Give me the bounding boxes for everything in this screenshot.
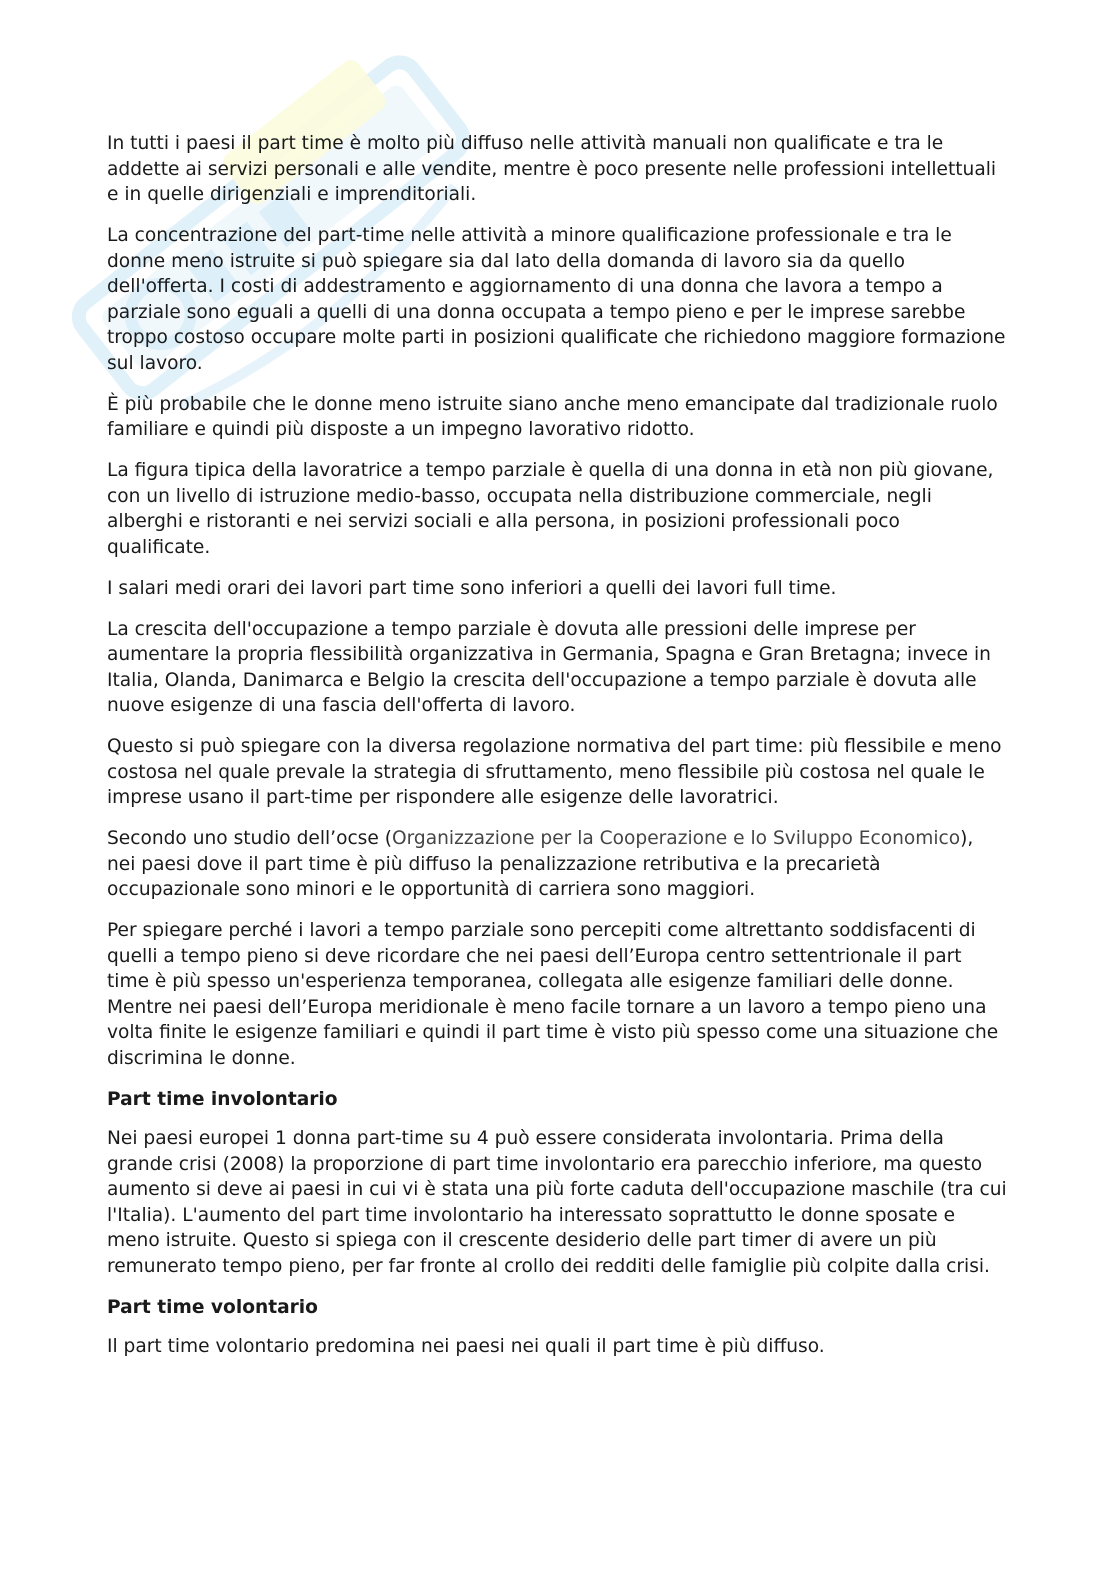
paragraph-donne-istruite: È più probabile che le donne meno istruite siano anche meno emancipate dal tradizionale ruolo familiare e quindi più disposte a un impegno lavorativo ridotto. xyxy=(107,393,998,440)
paragraph-figura-tipica: La figura tipica della lavoratrice a tempo parziale è quella di una donna in età non più giovane, con un livello di istruzione medio-basso, occupata nella distribuzione commerciale, negli alberghi e ristoranti e nei servizi sociali e alla persona, in posizioni professionali poco qualificate. xyxy=(107,460,994,558)
paragraph-ocse xyxy=(107,826,1007,903)
ocse-parenthetical: Organizzazione per la Cooperazione e lo Sviluppo Economico xyxy=(391,828,961,849)
paragraph-volontario: Il part time volontario predomina nei paesi nei quali il part time è più diffuso. xyxy=(107,1336,825,1357)
paragraph-part-time-diffusion: In tutti i paesi il part time è molto più diffuso nelle attività manuali non qualificate e tra le addette ai servizi personali e alle vendite, mentre è poco presente nelle professioni intellettuali e in quelle dirigenziali e imprenditoriali. xyxy=(107,133,997,205)
ocse-rest: ), nei paesi dove il part time è più diffuso la penalizzazione retributiva e la precarietà occupazionale sono minori e le opportunità di carriera sono maggiori. xyxy=(107,828,974,900)
paragraph-crescita: La crescita dell'occupazione a tempo parziale è dovuta alle pressioni delle imprese per aumentare la propria flessibilità organizzativa in Germania, Spagna e Gran Bretagna; invece in Italia, Olanda, Danimarca e Belgio la crescita dell'occupazione a tempo parziale è dovuta alle nuove esigenze di una fascia dell'offerta di lavoro. xyxy=(107,618,991,716)
paragraph-concentrazione: La concentrazione del part-time nelle attività a minore qualificazione professionale e tra le donne meno istruite si può spiegare sia dal lato della domanda di lavoro sia da quello dell'offerta. I costi di addestramento e aggiornamento di una donna che lavora a tempo a parziale sono eguali a quelli di una donna occupata a tempo pieno e per le imprese sarebbe troppo costoso occupare molte parti in posizioni qualificate che richiedono maggiore formazione sul lavoro. xyxy=(107,225,1006,374)
paragraph-regolazione: Questo si può spiegare con la diversa regolazione normativa del part time: più flessibile e meno costosa nel quale prevale la strategia di sfruttamento, meno flessibile più costosa nel quale le imprese usano il part-time per rispondere alle esigenze delle lavoratrici. xyxy=(107,736,1002,808)
heading-part-time-involontario: Part time involontario xyxy=(107,1088,338,1110)
paragraph-europa: Per spiegare perché i lavori a tempo parziale sono percepiti come altrettanto soddisfacenti di quelli a tempo pieno si deve ricordare che nei paesi dell’Europa centro settentrionale il part time è più spesso un'esperienza temporanea, collegata alle esigenze familiari delle donne. Mentre nei paesi dell’Europa meridionale è meno facile tornare a un lavoro a tempo pieno una volta finite le esigenze familiari e quindi il part time è visto più spesso come una situazione che discrimina le donne. xyxy=(107,920,999,1069)
heading-part-time-volontario: Part time volontario xyxy=(107,1296,318,1318)
document-body xyxy=(107,131,1007,1375)
paragraph-involontario: Nei paesi europei 1 donna part-time su 4 può essere considerata involontaria. Prima della grande crisi (2008) la proporzione di part time involontario era parecchio inferiore, ma questo aumento si deve ai paesi in cui vi è stata una più forte caduta dell'occupazione maschile (tra cui l'Italia). L'aumento del part time involontario ha interessato soprattutto le donne sposate e meno istruite. Questo si spiega con il crescente desiderio delle part timer di avere un più remunerato tempo pieno, per far fronte al crollo dei redditi delle famiglie più colpite dalla crisi. xyxy=(107,1128,1007,1277)
ocse-lead: Secondo uno studio dell’ocse ( xyxy=(107,828,392,849)
paragraph-salari: I salari medi orari dei lavori part time sono inferiori a quelli dei lavori full time. xyxy=(107,577,837,599)
